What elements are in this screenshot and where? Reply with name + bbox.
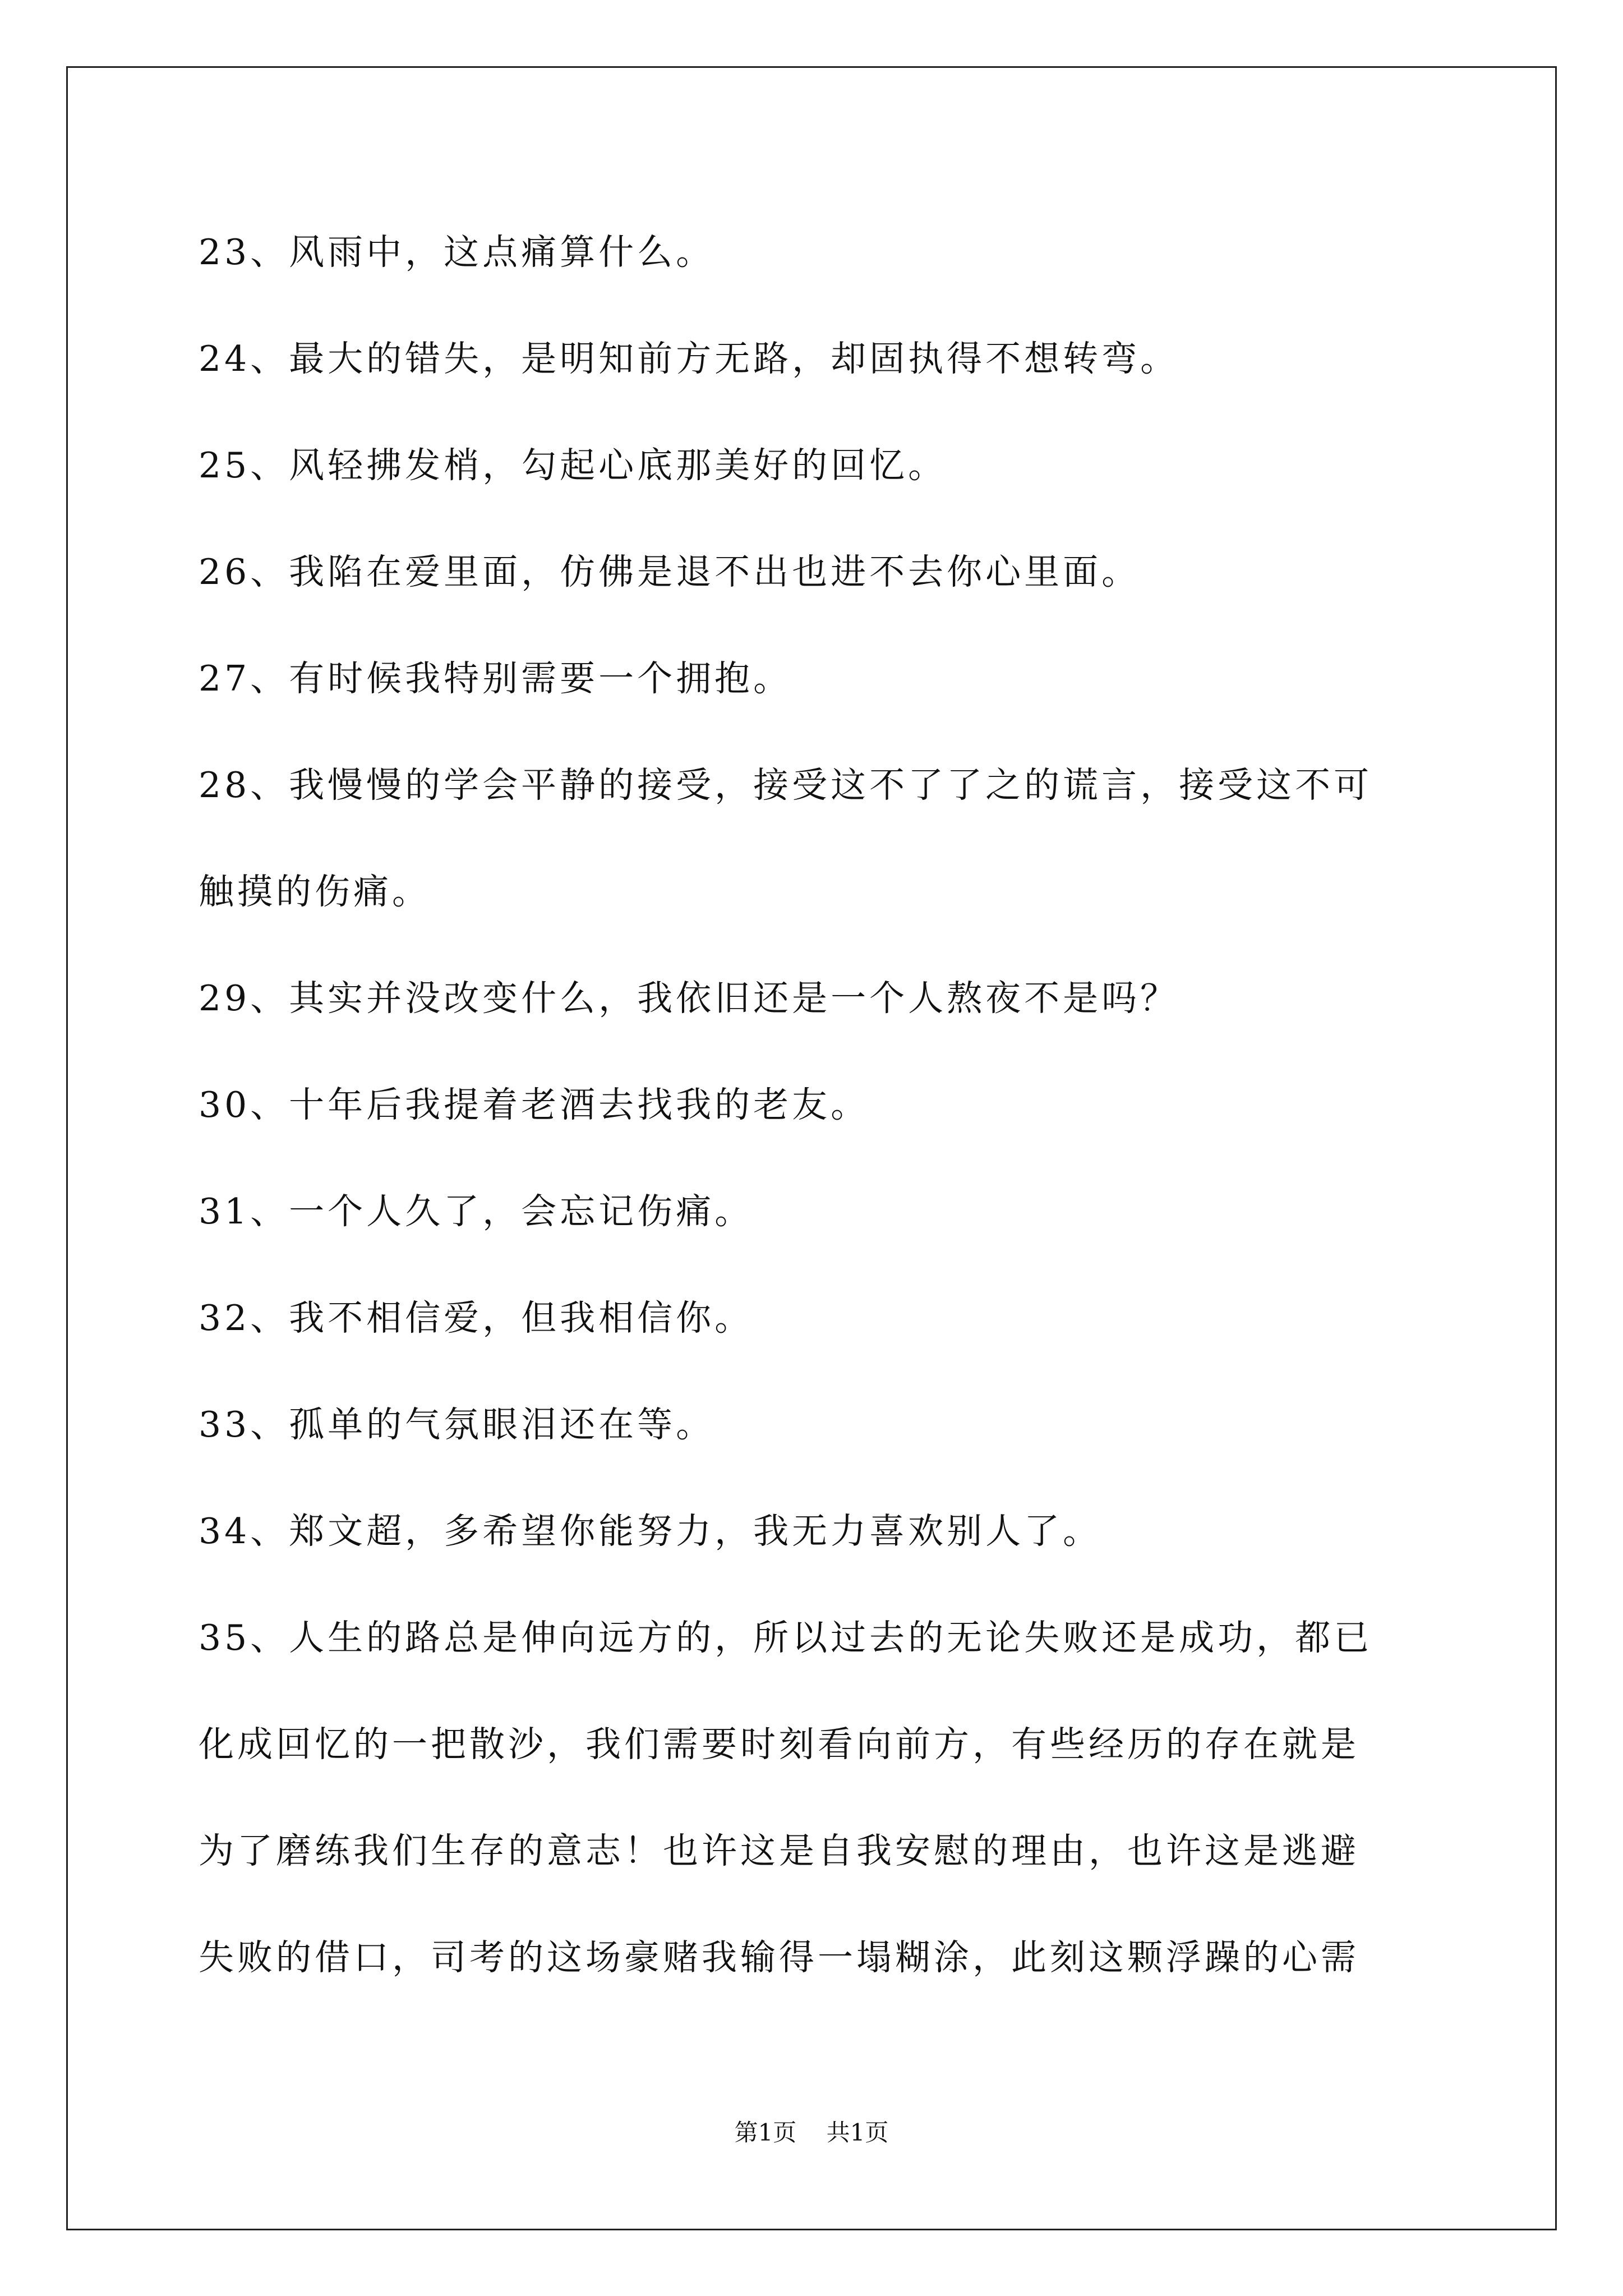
text-line: 32、我不相信爱，但我相信你。 xyxy=(199,1297,754,1338)
page-total: 共1页 xyxy=(826,2119,889,2146)
text-line: 触摸的伤痛。 xyxy=(199,871,431,912)
text-line: 31、一个人久了，会忘记伤痛。 xyxy=(199,1191,754,1232)
page-number: 第1页 xyxy=(734,2119,797,2146)
text-line: 34、郑文超，多希望你能努力，我无力喜欢别人了。 xyxy=(199,1511,1102,1552)
text-line: 26、我陷在爱里面，仿佛是退不出也进不去你心里面。 xyxy=(199,551,1141,592)
text-line: 23、风雨中，这点痛算什么。 xyxy=(199,232,715,273)
text-line: 为了磨练我们生存的意志！也许这是自我安慰的理由，也许这是逃避 xyxy=(199,1830,1359,1871)
text-line: 29、其实并没改变什么，我依旧还是一个人熬夜不是吗？ xyxy=(199,978,1179,1019)
page-footer xyxy=(0,2116,1623,2150)
text-line: 失败的借口，司考的这场豪赌我输得一塌糊涂，此刻这颗浮躁的心需 xyxy=(199,1937,1359,1978)
text-line: 27、有时候我特别需要一个拥抱。 xyxy=(199,658,792,699)
text-line: 28、我慢慢的学会平静的接受，接受这不了了之的谎言，接受这不可 xyxy=(199,765,1373,806)
document-body xyxy=(199,224,1432,2036)
text-line: 33、孤单的气氛眼泪还在等。 xyxy=(199,1404,715,1445)
text-line: 35、人生的路总是伸向远方的，所以过去的无论失败还是成功，都已 xyxy=(199,1617,1373,1658)
text-line: 25、风轻拂发梢，勾起心底那美好的回忆。 xyxy=(199,445,947,486)
text-line: 30、十年后我提着老酒去找我的老友。 xyxy=(199,1084,870,1125)
text-line: 化成回忆的一把散沙，我们需要时刻看向前方，有些经历的存在就是 xyxy=(199,1724,1359,1765)
text-line: 24、最大的错失，是明知前方无路，却固执得不想转弯。 xyxy=(199,338,1179,379)
